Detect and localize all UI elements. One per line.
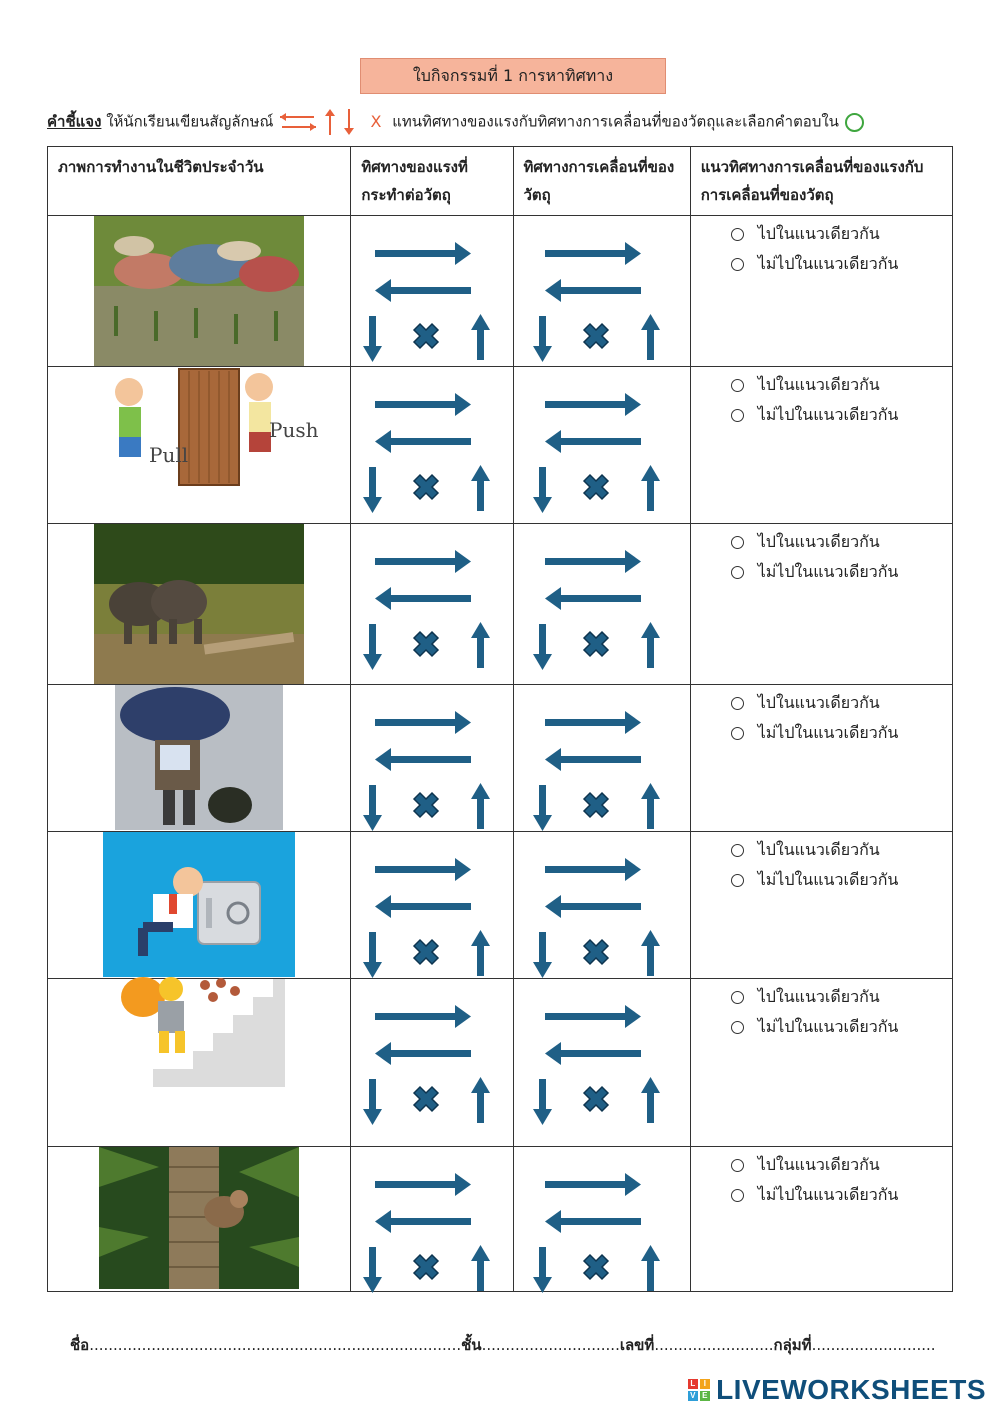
motion-direction-arrows[interactable] bbox=[537, 991, 667, 1123]
left-arrow-icon[interactable] bbox=[545, 748, 641, 771]
number-label: เลขที่ bbox=[619, 1336, 655, 1354]
right-arrow-icon[interactable] bbox=[375, 1005, 471, 1028]
motion-direction-arrows[interactable] bbox=[537, 697, 667, 829]
up-arrow-icon[interactable] bbox=[471, 314, 490, 360]
table-row bbox=[48, 1147, 953, 1292]
answer-option[interactable] bbox=[731, 557, 952, 587]
logo-letter: E bbox=[700, 1391, 710, 1401]
radio-circle-icon[interactable] bbox=[731, 1189, 744, 1202]
brand-name: LIVEWORKSHEETS bbox=[716, 1374, 986, 1405]
force-direction-arrows[interactable] bbox=[367, 228, 497, 360]
down-arrow-icon[interactable] bbox=[363, 785, 382, 831]
motion-direction-arrows[interactable] bbox=[537, 536, 667, 668]
answer-option[interactable] bbox=[731, 1150, 952, 1180]
cross-icon[interactable] bbox=[584, 1255, 608, 1279]
svg-text:Push: Push bbox=[269, 418, 319, 442]
header-motion-direction: ทิศทางการเคลื่อนที่ของวัตถุ bbox=[513, 147, 690, 216]
x-symbol: X bbox=[370, 111, 382, 131]
right-arrow-icon[interactable] bbox=[375, 1173, 471, 1196]
answer-cell bbox=[690, 216, 952, 367]
picture-cell bbox=[48, 832, 351, 979]
left-arrow-icon[interactable] bbox=[375, 1210, 471, 1233]
header-force-direction: ทิศทางของแรงที่กระทำต่อวัตถุ bbox=[351, 147, 513, 216]
left-arrow-icon[interactable] bbox=[545, 1042, 641, 1065]
answer-option[interactable] bbox=[731, 1180, 952, 1210]
class-label: ชั้น bbox=[461, 1336, 482, 1354]
cross-icon[interactable] bbox=[414, 632, 438, 656]
option-label: ไม่ไปในแนวเดียวกัน bbox=[757, 405, 899, 424]
svg-text:Pull: Pull bbox=[149, 443, 189, 467]
down-arrow-icon[interactable] bbox=[363, 1079, 382, 1125]
answer-options bbox=[691, 216, 952, 279]
picture-cell bbox=[48, 685, 351, 832]
motion-direction-cell bbox=[513, 216, 690, 367]
right-arrow-icon[interactable] bbox=[545, 1173, 641, 1196]
down-arrow-icon bbox=[342, 108, 356, 136]
monkey-climbing-palm-photo bbox=[99, 1147, 299, 1289]
rice-planting-photo bbox=[94, 216, 304, 366]
down-arrow-icon[interactable] bbox=[363, 624, 382, 670]
option-label: ไม่ไปในแนวเดียวกัน bbox=[757, 723, 899, 742]
radio-circle-icon[interactable] bbox=[731, 409, 744, 422]
radio-circle-icon[interactable] bbox=[731, 258, 744, 271]
table-row bbox=[48, 979, 953, 1147]
answer-options bbox=[691, 685, 952, 748]
answer-cell bbox=[690, 685, 952, 832]
elephants-dragging-log-photo bbox=[94, 524, 304, 684]
up-arrow-icon[interactable] bbox=[471, 930, 490, 976]
cross-icon[interactable] bbox=[584, 793, 608, 817]
answer-option[interactable] bbox=[731, 718, 952, 748]
left-arrow-icon[interactable] bbox=[545, 895, 641, 918]
motion-direction-cell bbox=[513, 524, 690, 685]
left-arrow-icon[interactable] bbox=[545, 1210, 641, 1233]
motion-direction-arrows[interactable] bbox=[537, 844, 667, 976]
radio-circle-icon[interactable] bbox=[731, 697, 744, 710]
cross-icon[interactable] bbox=[584, 940, 608, 964]
down-arrow-icon[interactable] bbox=[363, 467, 382, 513]
force-direction-arrows[interactable] bbox=[367, 697, 497, 829]
instruction-text-before: ให้นักเรียนเขียนสัญลักษณ์ bbox=[101, 112, 279, 131]
down-arrow-icon[interactable] bbox=[533, 1079, 552, 1125]
answer-option[interactable] bbox=[731, 835, 952, 865]
table-header-row bbox=[48, 147, 953, 216]
up-arrow-icon[interactable] bbox=[641, 930, 660, 976]
table-row bbox=[48, 685, 953, 832]
down-arrow-icon[interactable] bbox=[363, 932, 382, 978]
answer-options bbox=[691, 524, 952, 587]
instruction-text-after: แทนทิศทางของแรงกับทิศทางการเคลื่อนที่ของวัตถุและเลือกคำตอบใน bbox=[387, 112, 839, 131]
force-direction-arrows[interactable] bbox=[367, 379, 497, 511]
option-label: ไม่ไปในแนวเดียวกัน bbox=[757, 870, 899, 889]
cross-icon[interactable] bbox=[414, 793, 438, 817]
down-arrow-icon[interactable] bbox=[533, 316, 552, 362]
up-arrow-icon[interactable] bbox=[471, 622, 490, 668]
name-field[interactable]: .............................................................................. bbox=[89, 1336, 462, 1354]
man-pushing-safe-cartoon bbox=[103, 832, 295, 977]
left-arrow-icon[interactable] bbox=[545, 587, 641, 610]
cross-icon[interactable] bbox=[414, 475, 438, 499]
table-row bbox=[48, 832, 953, 979]
picture-cell bbox=[48, 216, 351, 367]
option-label: ไปในแนวเดียวกัน bbox=[757, 840, 880, 859]
answer-option[interactable] bbox=[731, 982, 952, 1012]
header-relationship: แนวทิศทางการเคลื่อนที่ของแรงกับการเคลื่อนที่ของวัตถุ bbox=[690, 147, 952, 216]
answer-option[interactable] bbox=[731, 527, 952, 557]
option-label: ไปในแนวเดียวกัน bbox=[757, 532, 880, 551]
right-arrow-icon[interactable] bbox=[545, 858, 641, 881]
answer-cell bbox=[690, 524, 952, 685]
right-arrow-icon[interactable] bbox=[545, 550, 641, 573]
group-field[interactable]: .......................... bbox=[811, 1336, 936, 1354]
instruction-label: คำชี้แจง bbox=[47, 112, 102, 131]
option-label: ไม่ไปในแนวเดียวกัน bbox=[757, 562, 899, 581]
left-arrow-icon[interactable] bbox=[375, 587, 471, 610]
up-arrow-icon[interactable] bbox=[471, 1077, 490, 1123]
right-arrow-icon[interactable] bbox=[545, 242, 641, 265]
answer-option[interactable] bbox=[731, 865, 952, 895]
logo-letter: I bbox=[700, 1379, 710, 1389]
radio-circle-icon[interactable] bbox=[731, 991, 744, 1004]
motion-direction-cell bbox=[513, 979, 690, 1147]
force-direction-arrows[interactable] bbox=[367, 991, 497, 1123]
picture-cell bbox=[48, 1147, 351, 1292]
up-arrow-icon[interactable] bbox=[641, 465, 660, 511]
right-arrow-icon[interactable] bbox=[375, 242, 471, 265]
up-arrow-icon[interactable] bbox=[641, 1077, 660, 1123]
right-arrow-icon[interactable] bbox=[545, 711, 641, 734]
answer-option[interactable] bbox=[731, 400, 952, 430]
table-row bbox=[48, 216, 953, 367]
motion-direction-cell bbox=[513, 685, 690, 832]
motion-direction-arrows[interactable] bbox=[537, 379, 667, 511]
answer-option[interactable] bbox=[731, 1012, 952, 1042]
logo-letter: L bbox=[688, 1379, 698, 1389]
motion-direction-cell bbox=[513, 832, 690, 979]
answer-options bbox=[691, 1147, 952, 1210]
name-label: ชื่อ bbox=[70, 1336, 90, 1354]
push-pull-door-cartoon bbox=[94, 367, 319, 487]
option-label: ไปในแนวเดียวกัน bbox=[757, 987, 880, 1006]
cross-icon[interactable] bbox=[414, 324, 438, 348]
table-row bbox=[48, 367, 953, 524]
up-arrow-icon bbox=[323, 108, 337, 136]
student-info-line bbox=[70, 1333, 936, 1357]
cross-icon[interactable] bbox=[584, 1087, 608, 1111]
answer-cell bbox=[690, 832, 952, 979]
left-arrow-icon[interactable] bbox=[545, 279, 641, 302]
up-arrow-icon[interactable] bbox=[641, 314, 660, 360]
left-arrow-icon[interactable] bbox=[375, 895, 471, 918]
answer-option[interactable] bbox=[731, 370, 952, 400]
left-arrow-icon[interactable] bbox=[375, 430, 471, 453]
answer-options bbox=[691, 367, 952, 430]
option-label: ไปในแนวเดียวกัน bbox=[757, 375, 880, 394]
left-arrow-icon[interactable] bbox=[375, 1042, 471, 1065]
radio-circle-icon[interactable] bbox=[731, 228, 744, 241]
force-direction-cell bbox=[351, 685, 513, 832]
force-direction-arrows[interactable] bbox=[367, 1159, 497, 1291]
option-label: ไปในแนวเดียวกัน bbox=[757, 1155, 880, 1174]
liveworksheets-logo bbox=[688, 1374, 986, 1406]
radio-circle-icon[interactable] bbox=[731, 379, 744, 392]
person-carrying-load-photo bbox=[115, 685, 283, 830]
number-field[interactable]: ......................... bbox=[654, 1336, 774, 1354]
force-direction-cell bbox=[351, 1147, 513, 1292]
cross-icon[interactable] bbox=[414, 940, 438, 964]
left-arrow-icon[interactable] bbox=[375, 748, 471, 771]
radio-circle-icon[interactable] bbox=[731, 844, 744, 857]
right-arrow-icon[interactable] bbox=[545, 393, 641, 416]
radio-circle-icon[interactable] bbox=[731, 727, 744, 740]
force-direction-cell bbox=[351, 832, 513, 979]
force-direction-cell bbox=[351, 216, 513, 367]
force-direction-arrows[interactable] bbox=[367, 844, 497, 976]
answer-cell bbox=[690, 979, 952, 1147]
up-arrow-icon[interactable] bbox=[471, 465, 490, 511]
right-arrow-icon[interactable] bbox=[375, 393, 471, 416]
cross-icon[interactable] bbox=[414, 1255, 438, 1279]
up-arrow-icon[interactable] bbox=[641, 622, 660, 668]
left-right-arrows-icon bbox=[278, 110, 318, 134]
up-arrow-icon[interactable] bbox=[471, 1245, 490, 1291]
left-arrow-icon[interactable] bbox=[375, 279, 471, 302]
right-arrow-icon[interactable] bbox=[375, 550, 471, 573]
down-arrow-icon[interactable] bbox=[533, 785, 552, 831]
up-arrow-icon[interactable] bbox=[641, 1245, 660, 1291]
motion-direction-arrows[interactable] bbox=[537, 1159, 667, 1291]
class-field[interactable]: ............................. bbox=[481, 1336, 620, 1354]
option-label: ไปในแนวเดียวกัน bbox=[757, 224, 880, 243]
force-direction-cell bbox=[351, 367, 513, 524]
motion-direction-cell bbox=[513, 367, 690, 524]
motion-direction-arrows[interactable] bbox=[537, 228, 667, 360]
right-arrow-icon[interactable] bbox=[545, 1005, 641, 1028]
table-row bbox=[48, 524, 953, 685]
radio-circle-icon[interactable] bbox=[731, 1021, 744, 1034]
force-direction-cell bbox=[351, 524, 513, 685]
answer-cell bbox=[690, 367, 952, 524]
left-arrow-icon[interactable] bbox=[545, 430, 641, 453]
answer-options bbox=[691, 832, 952, 895]
option-label: ไปในแนวเดียวกัน bbox=[757, 693, 880, 712]
force-direction-cell bbox=[351, 979, 513, 1147]
group-label: กลุ่มที่ bbox=[773, 1336, 812, 1354]
answer-options bbox=[691, 979, 952, 1042]
instruction-line bbox=[47, 108, 957, 134]
up-arrow-icon[interactable] bbox=[471, 783, 490, 829]
worker-climbing-stairs-cartoon bbox=[113, 979, 285, 1087]
up-arrow-icon[interactable] bbox=[641, 783, 660, 829]
cross-icon[interactable] bbox=[584, 324, 608, 348]
worksheet-title: ใบกิจกรรมที่ 1 การหาทิศทาง bbox=[360, 58, 666, 94]
option-label: ไม่ไปในแนวเดียวกัน bbox=[757, 1185, 899, 1204]
force-direction-arrows[interactable] bbox=[367, 536, 497, 668]
picture-cell bbox=[48, 524, 351, 685]
radio-circle-icon[interactable] bbox=[731, 1159, 744, 1172]
radio-circle-icon[interactable] bbox=[731, 536, 744, 549]
picture-cell bbox=[48, 979, 351, 1147]
logo-mark-icon bbox=[688, 1379, 710, 1401]
right-arrow-icon[interactable] bbox=[375, 858, 471, 881]
motion-direction-cell bbox=[513, 1147, 690, 1292]
cross-icon[interactable] bbox=[414, 1087, 438, 1111]
circle-icon bbox=[845, 113, 864, 132]
option-label: ไม่ไปในแนวเดียวกัน bbox=[757, 254, 899, 273]
down-arrow-icon[interactable] bbox=[533, 932, 552, 978]
down-arrow-icon[interactable] bbox=[533, 467, 552, 513]
header-picture: ภาพการทำงานในชีวิตประจำวัน bbox=[48, 147, 351, 216]
answer-option[interactable] bbox=[731, 688, 952, 718]
answer-option[interactable] bbox=[731, 219, 952, 249]
down-arrow-icon[interactable] bbox=[363, 1247, 382, 1293]
cross-icon[interactable] bbox=[584, 475, 608, 499]
option-label: ไม่ไปในแนวเดียวกัน bbox=[757, 1017, 899, 1036]
logo-letter: V bbox=[688, 1391, 698, 1401]
down-arrow-icon[interactable] bbox=[533, 1247, 552, 1293]
answer-option[interactable] bbox=[731, 249, 952, 279]
down-arrow-icon[interactable] bbox=[363, 316, 382, 362]
cross-icon[interactable] bbox=[584, 632, 608, 656]
activity-table bbox=[47, 146, 953, 1292]
picture-cell bbox=[48, 367, 351, 524]
radio-circle-icon[interactable] bbox=[731, 566, 744, 579]
radio-circle-icon[interactable] bbox=[731, 874, 744, 887]
right-arrow-icon[interactable] bbox=[375, 711, 471, 734]
answer-cell bbox=[690, 1147, 952, 1292]
down-arrow-icon[interactable] bbox=[533, 624, 552, 670]
